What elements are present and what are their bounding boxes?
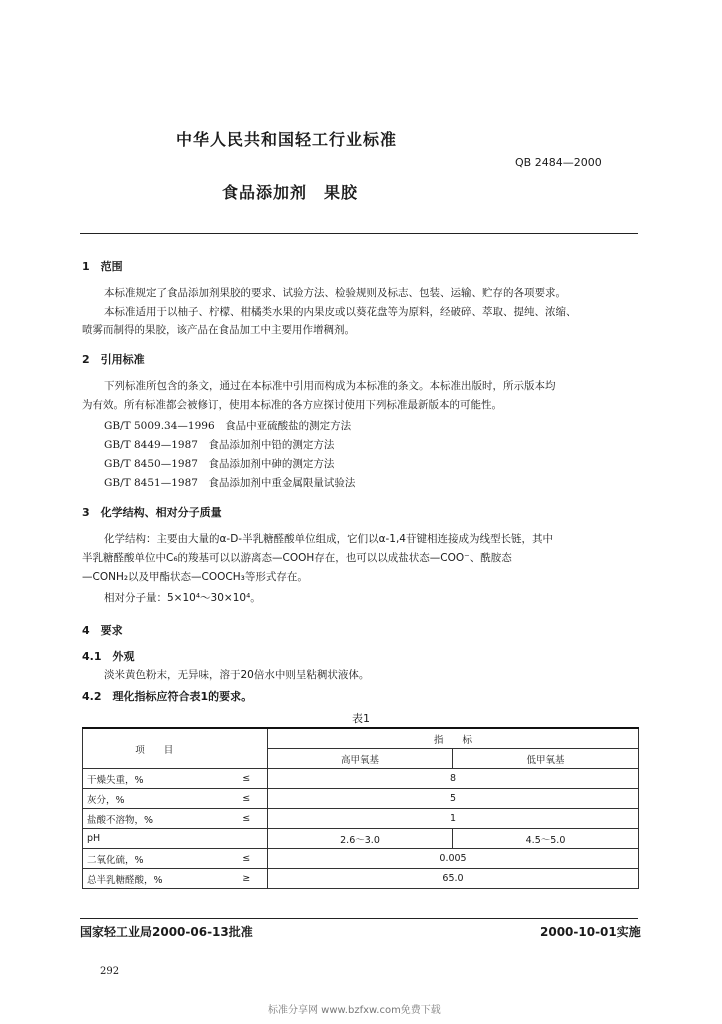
row-operator: ≤ bbox=[226, 849, 268, 869]
row-operator bbox=[226, 829, 268, 849]
row-item: 灰分，% bbox=[83, 789, 226, 809]
section-2-paragraph-cont: 为有效。所有标准都会被修订，使用本标准的各方应探讨使用下列标准最新版本的可能性。 bbox=[82, 399, 502, 411]
approval-notice: 国家轻工业局2000-06-13批准 bbox=[80, 925, 253, 939]
header-item: 项 目 bbox=[83, 728, 226, 769]
row-operator: ≤ bbox=[226, 809, 268, 829]
document-title: 食品添加剂 果胶 bbox=[222, 183, 359, 202]
row-operator: ≥ bbox=[226, 869, 268, 889]
footer-divider bbox=[80, 918, 638, 919]
table-row bbox=[83, 809, 639, 829]
row-operator: ≤ bbox=[226, 789, 268, 809]
table-row bbox=[83, 869, 639, 889]
reference-item: GB/T 8451—1987 食品添加剂中重金属限量试验法 bbox=[104, 477, 356, 489]
row-item: 盐酸不溶物，% bbox=[83, 809, 226, 829]
table-header-row bbox=[83, 728, 639, 749]
table-row bbox=[83, 769, 639, 789]
standard-code: QB 2484—2000 bbox=[515, 156, 602, 169]
row-value: 8 bbox=[268, 769, 639, 789]
row-item: pH bbox=[83, 829, 226, 849]
appearance-text: 淡米黄色粉末，无异味，溶于20倍水中则呈粘稠状液体。 bbox=[104, 669, 370, 681]
row-value: 5 bbox=[268, 789, 639, 809]
row-value-high: 2.6～3.0 bbox=[268, 829, 453, 849]
section-4-1-heading: 4.1 外观 bbox=[82, 650, 135, 663]
row-operator: ≤ bbox=[226, 769, 268, 789]
section-2-paragraph: 下列标准所包含的条文，通过在本标准中引用而构成为本标准的条文。本标准出版时，所示版本均 bbox=[104, 380, 556, 392]
row-item: 二氧化硫，% bbox=[83, 849, 226, 869]
row-value: 0.005 bbox=[268, 849, 639, 869]
table-caption: 表1 bbox=[352, 712, 370, 725]
molecular-weight-text: 相对分子量：5×10⁴～30×10⁴。 bbox=[104, 592, 261, 604]
row-item: 总半乳糖醛酸，% bbox=[83, 869, 226, 889]
header-divider bbox=[80, 233, 638, 234]
section-4-2-heading: 4.2 理化指标应符合表1的要求。 bbox=[82, 690, 253, 703]
row-item: 干燥失重，% bbox=[83, 769, 226, 789]
table-row bbox=[83, 829, 639, 849]
section-3-paragraph: 化学结构：主要由大量的α-D-半乳糖醛酸单位组成，它们以α-1,4苷键相连接成为线型长链，其中 bbox=[104, 533, 553, 545]
section-4-heading: 4 要求 bbox=[82, 624, 123, 637]
reference-item: GB/T 5009.34—1996 食品中亚硫酸盐的测定方法 bbox=[104, 420, 352, 432]
section-1-paragraph-2-cont: 喷雾而制得的果胶，该产品在食品加工中主要用作增稠剂。 bbox=[82, 324, 355, 336]
row-value: 1 bbox=[268, 809, 639, 829]
section-3-paragraph-cont: —CONH₂以及甲酯状态—COOCH₃等形式存在。 bbox=[82, 571, 308, 583]
table-row bbox=[83, 849, 639, 869]
effective-date: 2000-10-01实施 bbox=[540, 925, 641, 939]
section-1-paragraph-1: 本标准规定了食品添加剂果胶的要求、试验方法、检验规则及标志、包装、运输、贮存的各项要求。 bbox=[104, 287, 566, 299]
section-1-heading: 1 范围 bbox=[82, 260, 123, 273]
header-index: 指 标 bbox=[268, 728, 639, 749]
row-value: 65.0 bbox=[268, 869, 639, 889]
reference-item: GB/T 8449—1987 食品添加剂中铅的测定方法 bbox=[104, 439, 335, 451]
section-1-paragraph-2: 本标准适用于以柚子、柠檬、柑橘类水果的内果皮或以葵花盘等为原料，经破碎、萃取、提纯、浓缩、 bbox=[104, 306, 577, 318]
reference-item: GB/T 8450—1987 食品添加剂中砷的测定方法 bbox=[104, 458, 335, 470]
header-low-methoxyl: 低甲氧基 bbox=[453, 749, 639, 769]
section-2-heading: 2 引用标准 bbox=[82, 353, 145, 366]
row-value-low: 4.5～5.0 bbox=[453, 829, 639, 849]
table-row bbox=[83, 789, 639, 809]
section-3-heading: 3 化学结构、相对分子质量 bbox=[82, 506, 222, 519]
standard-category-title: 中华人民共和国轻工行业标准 bbox=[176, 130, 398, 149]
page-number: 292 bbox=[100, 966, 120, 977]
physicochemical-spec-table bbox=[82, 727, 639, 889]
header-blank bbox=[226, 728, 268, 769]
section-3-paragraph-cont: 半乳糖醛酸单位中C₆的羧基可以以游离态—COOH存在，也可以以成盐状态—COO⁻、酰胺态 bbox=[82, 552, 512, 564]
header-high-methoxyl: 高甲氧基 bbox=[268, 749, 453, 769]
site-watermark: 标准分享网 www.bzfxw.com免费下载 bbox=[268, 1005, 441, 1016]
